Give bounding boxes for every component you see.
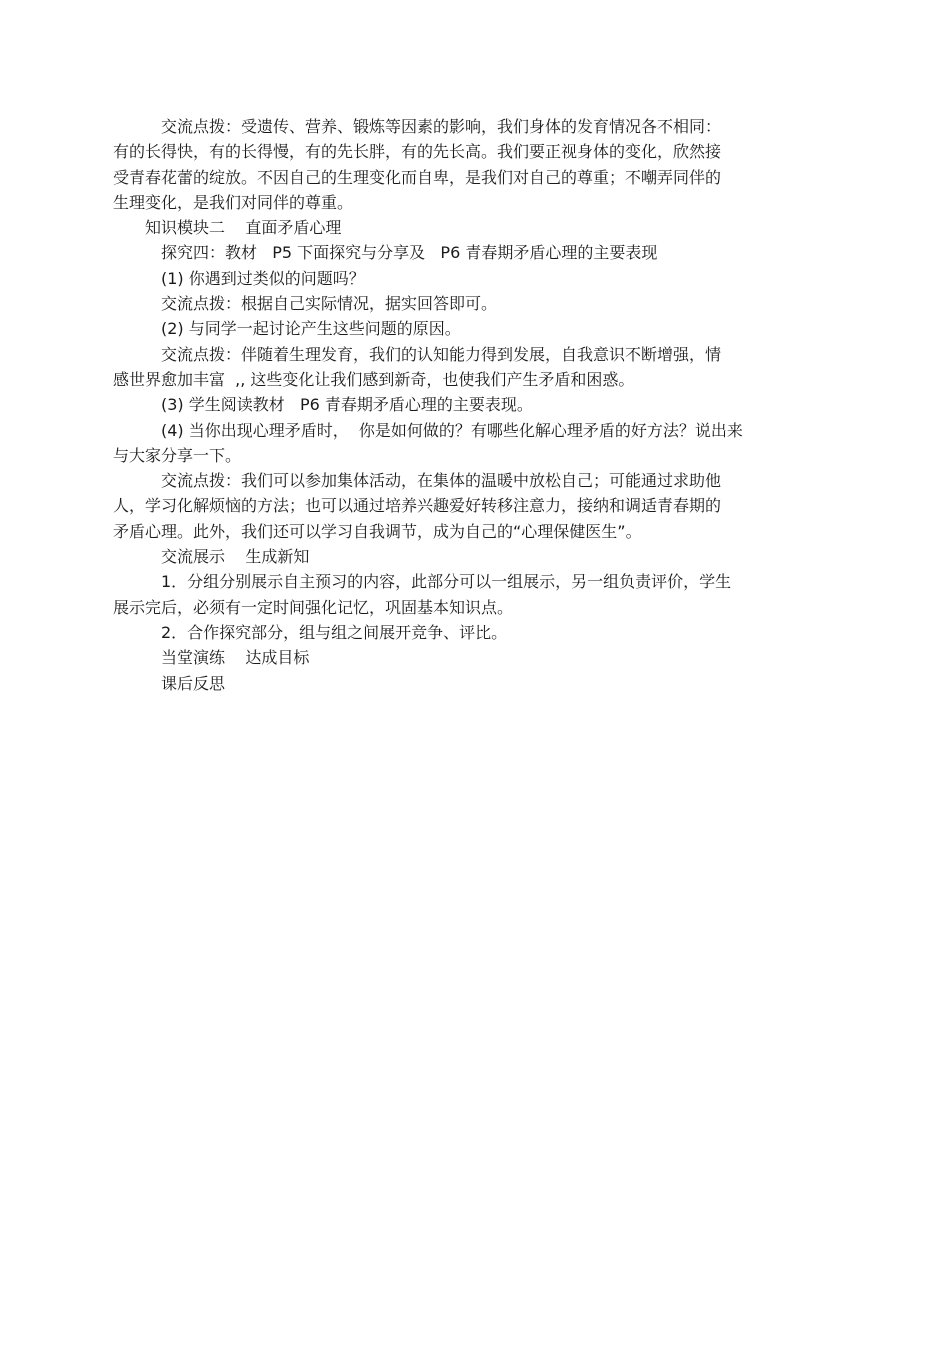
paragraph-line: 有的长得快，有的长得慢，有的先长胖，有的先长高。我们要正视身体的变化，欣然接 (113, 142, 722, 162)
question-item: (1) 你遇到过类似的问题吗？ (161, 268, 365, 288)
question-item: (2) 与同学一起讨论产生这些问题的原因。 (161, 319, 461, 339)
paragraph-line: 交流点拨：根据自己实际情况，据实回答即可。 (161, 294, 498, 314)
paragraph-line: 交流点拨：受遗传、营养、锻炼等因素的影响，我们身体的发育情况各不相同： (161, 117, 722, 136)
paragraph-line: 展示完后，必须有一定时间强化记忆，巩固基本知识点。 (113, 597, 514, 617)
paragraph-line: 探究四：教材 P5 下面探究与分享及 P6 青春期矛盾心理的主要表现 (161, 243, 658, 263)
list-item: 2．合作探究部分，组与组之间展开竞争、评比。 (161, 622, 508, 642)
section-heading: 交流展示 生成新知 (161, 547, 310, 567)
paragraph-line: 交流点拨：我们可以参加集体活动，在集体的温暖中放松自己；可能通过求助他 (161, 471, 722, 491)
paragraph-line: 交流点拨：伴随着生理发育，我们的认知能力得到发展，自我意识不断增强，情 (161, 344, 722, 364)
paragraph-line: 与大家分享一下。 (113, 445, 242, 465)
section-heading: 课后反思 (161, 673, 226, 693)
paragraph-line: 感世界愈加丰富 ,, 这些变化让我们感到新奇，也使我们产生矛盾和困惑。 (113, 369, 635, 389)
question-item: (4) 当你出现心理矛盾时， 你是如何做的？有哪些化解心理矛盾的好方法？说出来 (161, 420, 743, 440)
document-body (113, 114, 813, 696)
section-heading: 知识模块二 直面矛盾心理 (145, 218, 342, 238)
paragraph-line: 生理变化，是我们对同伴的尊重。 (113, 192, 354, 212)
section-heading: 当堂演练 达成目标 (161, 648, 310, 668)
question-item: (3) 学生阅读教材 P6 青春期矛盾心理的主要表现。 (161, 395, 533, 415)
paragraph-line: 矛盾心理。此外，我们还可以学习自我调节，成为自己的“心理保健医生”。 (113, 521, 642, 541)
list-item: 1．分组分别展示自主预习的内容，此部分可以一组展示，另一组负责评价，学生 (161, 572, 732, 592)
paragraph-line: 人，学习化解烦恼的方法；也可以通过培养兴趣爱好转移注意力，接纳和调适青春期的 (113, 496, 722, 516)
paragraph-line: 受青春花蕾的绽放。不因自己的生理变化而自卑，是我们对自己的尊重；不嘲弄同伴的 (113, 167, 722, 187)
